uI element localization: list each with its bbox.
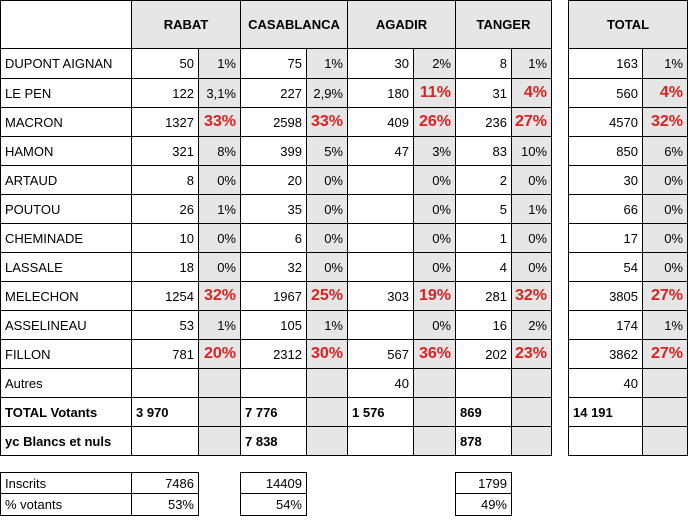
pct-votants-value: 49% (455, 493, 512, 516)
empty-cell (413, 426, 456, 456)
vote-count: 202 (455, 339, 512, 369)
vote-count: 8 (455, 48, 512, 79)
header-corner (0, 0, 132, 49)
vote-percent: 1% (198, 48, 241, 79)
vote-percent (413, 368, 456, 398)
row-label: CHEMINADE (0, 223, 132, 253)
vote-percent: 20% (198, 339, 241, 369)
vote-count: 83 (455, 136, 512, 166)
vote-count: 3862 (568, 339, 643, 369)
total-votants-value: 869 (455, 397, 512, 427)
vote-percent: 1% (306, 310, 348, 340)
vote-percent: 32% (198, 281, 241, 311)
vote-percent: 0% (511, 223, 552, 253)
vote-count (347, 165, 414, 195)
vote-count: 122 (131, 78, 199, 108)
vote-count: 6 (240, 223, 307, 253)
vote-percent: 11% (413, 78, 456, 108)
vote-count: 30 (347, 48, 414, 79)
vote-percent: 19% (413, 281, 456, 311)
vote-count: 47 (347, 136, 414, 166)
vote-count: 53 (131, 310, 199, 340)
row-label: HAMON (0, 136, 132, 166)
blancs-value: 878 (455, 426, 512, 456)
row-label: Inscrits (0, 472, 132, 494)
vote-percent: 0% (306, 252, 348, 282)
vote-count: 5 (455, 194, 512, 224)
vote-count: 2312 (240, 339, 307, 369)
column-header: RABAT (131, 0, 241, 49)
vote-percent: 4% (511, 78, 552, 108)
vote-count: 4 (455, 252, 512, 282)
row-label: DUPONT AIGNAN (0, 48, 132, 79)
vote-percent (511, 368, 552, 398)
blancs-value (131, 426, 199, 456)
pct-votants-value: 53% (131, 493, 199, 516)
vote-percent: 0% (198, 223, 241, 253)
vote-percent: 1% (198, 194, 241, 224)
vote-percent: 0% (198, 165, 241, 195)
vote-percent: 0% (413, 165, 456, 195)
row-label: Autres (0, 368, 132, 398)
vote-count: 781 (131, 339, 199, 369)
vote-count: 18 (131, 252, 199, 282)
vote-count: 180 (347, 78, 414, 108)
vote-percent: 27% (642, 281, 688, 311)
vote-count: 105 (240, 310, 307, 340)
empty-cell (511, 397, 552, 427)
vote-count: 567 (347, 339, 414, 369)
vote-percent: 1% (511, 194, 552, 224)
column-header: AGADIR (347, 0, 456, 49)
row-label: TOTAL Votants (0, 397, 132, 427)
vote-count: 4570 (568, 107, 643, 137)
vote-percent: 3% (413, 136, 456, 166)
inscrits-value: 7486 (131, 472, 199, 494)
vote-count: 17 (568, 223, 643, 253)
vote-percent: 1% (642, 310, 688, 340)
vote-count (347, 223, 414, 253)
vote-count: 32 (240, 252, 307, 282)
vote-percent: 0% (306, 223, 348, 253)
vote-percent: 0% (306, 165, 348, 195)
vote-percent (198, 368, 241, 398)
vote-count: 2 (455, 165, 512, 195)
empty-cell (306, 397, 348, 427)
vote-count: 8 (131, 165, 199, 195)
vote-count: 35 (240, 194, 307, 224)
row-label: ASSELINEAU (0, 310, 132, 340)
vote-percent: 0% (511, 165, 552, 195)
vote-count: 20 (240, 165, 307, 195)
vote-percent: 32% (511, 281, 552, 311)
vote-count (131, 368, 199, 398)
empty-cell (198, 397, 241, 427)
total-votants-value: 3 970 (131, 397, 199, 427)
vote-count: 66 (568, 194, 643, 224)
vote-percent: 0% (642, 252, 688, 282)
total-votants-value: 1 576 (347, 397, 414, 427)
empty-cell (306, 426, 348, 456)
inscrits-value: 1799 (455, 472, 512, 494)
vote-count: 409 (347, 107, 414, 137)
vote-percent: 0% (413, 194, 456, 224)
vote-percent: 2% (511, 310, 552, 340)
total-votants-value: 7 776 (240, 397, 307, 427)
vote-count: 174 (568, 310, 643, 340)
vote-count (347, 310, 414, 340)
vote-percent: 0% (511, 252, 552, 282)
blancs-value (347, 426, 414, 456)
vote-percent: 0% (198, 252, 241, 282)
vote-percent: 3,1% (198, 78, 241, 108)
vote-count: 54 (568, 252, 643, 282)
vote-percent: 25% (306, 281, 348, 311)
vote-count: 1327 (131, 107, 199, 137)
vote-count: 40 (568, 368, 643, 398)
vote-count: 31 (455, 78, 512, 108)
vote-percent: 33% (306, 107, 348, 137)
vote-percent: 4% (642, 78, 688, 108)
total-votants-value: 14 191 (568, 397, 643, 427)
row-label: FILLON (0, 339, 132, 369)
vote-count: 281 (455, 281, 512, 311)
blancs-value (568, 426, 643, 456)
vote-count: 163 (568, 48, 643, 79)
vote-percent: 0% (642, 223, 688, 253)
row-label: ARTAUD (0, 165, 132, 195)
vote-percent: 0% (306, 194, 348, 224)
vote-percent: 33% (198, 107, 241, 137)
row-label: LASSALE (0, 252, 132, 282)
vote-percent: 0% (413, 252, 456, 282)
empty-cell (511, 426, 552, 456)
row-label: % votants (0, 493, 132, 516)
vote-count (347, 194, 414, 224)
vote-count: 50 (131, 48, 199, 79)
vote-count: 10 (131, 223, 199, 253)
vote-count: 227 (240, 78, 307, 108)
column-header: TANGER (455, 0, 552, 49)
vote-percent: 27% (642, 339, 688, 369)
vote-percent: 0% (413, 310, 456, 340)
column-header: TOTAL (568, 0, 688, 49)
vote-percent: 26% (413, 107, 456, 137)
vote-percent: 1% (306, 48, 348, 79)
vote-count: 16 (455, 310, 512, 340)
pct-votants-value: 54% (240, 493, 307, 516)
vote-percent: 23% (511, 339, 552, 369)
column-header: CASABLANCA (240, 0, 348, 49)
vote-count: 399 (240, 136, 307, 166)
empty-cell (642, 397, 688, 427)
vote-count (240, 368, 307, 398)
vote-percent: 0% (642, 165, 688, 195)
row-label: MACRON (0, 107, 132, 137)
row-label: MELECHON (0, 281, 132, 311)
vote-percent: 1% (198, 310, 241, 340)
vote-count: 30 (568, 165, 643, 195)
vote-count: 26 (131, 194, 199, 224)
vote-percent: 0% (413, 223, 456, 253)
empty-cell (198, 426, 241, 456)
vote-count: 236 (455, 107, 512, 137)
row-label: POUTOU (0, 194, 132, 224)
vote-percent (306, 368, 348, 398)
vote-count: 303 (347, 281, 414, 311)
empty-cell (642, 426, 688, 456)
vote-count (347, 252, 414, 282)
vote-percent: 32% (642, 107, 688, 137)
vote-percent: 6% (642, 136, 688, 166)
vote-count: 1 (455, 223, 512, 253)
vote-count: 75 (240, 48, 307, 79)
vote-percent: 2% (413, 48, 456, 79)
vote-count: 321 (131, 136, 199, 166)
vote-count: 3805 (568, 281, 643, 311)
vote-count: 850 (568, 136, 643, 166)
vote-percent: 10% (511, 136, 552, 166)
vote-count: 560 (568, 78, 643, 108)
empty-cell (413, 397, 456, 427)
vote-count: 2598 (240, 107, 307, 137)
vote-percent: 30% (306, 339, 348, 369)
vote-count (455, 368, 512, 398)
vote-percent: 0% (642, 194, 688, 224)
vote-count: 1254 (131, 281, 199, 311)
row-label: LE PEN (0, 78, 132, 108)
row-label: yc Blancs et nuls (0, 426, 132, 456)
vote-percent: 27% (511, 107, 552, 137)
vote-percent: 5% (306, 136, 348, 166)
blancs-value: 7 838 (240, 426, 307, 456)
vote-percent: 2,9% (306, 78, 348, 108)
vote-percent: 1% (642, 48, 688, 79)
vote-count: 40 (347, 368, 414, 398)
vote-percent (642, 368, 688, 398)
vote-percent: 8% (198, 136, 241, 166)
inscrits-value: 14409 (240, 472, 307, 494)
vote-count: 1967 (240, 281, 307, 311)
vote-percent: 36% (413, 339, 456, 369)
vote-percent: 1% (511, 48, 552, 79)
